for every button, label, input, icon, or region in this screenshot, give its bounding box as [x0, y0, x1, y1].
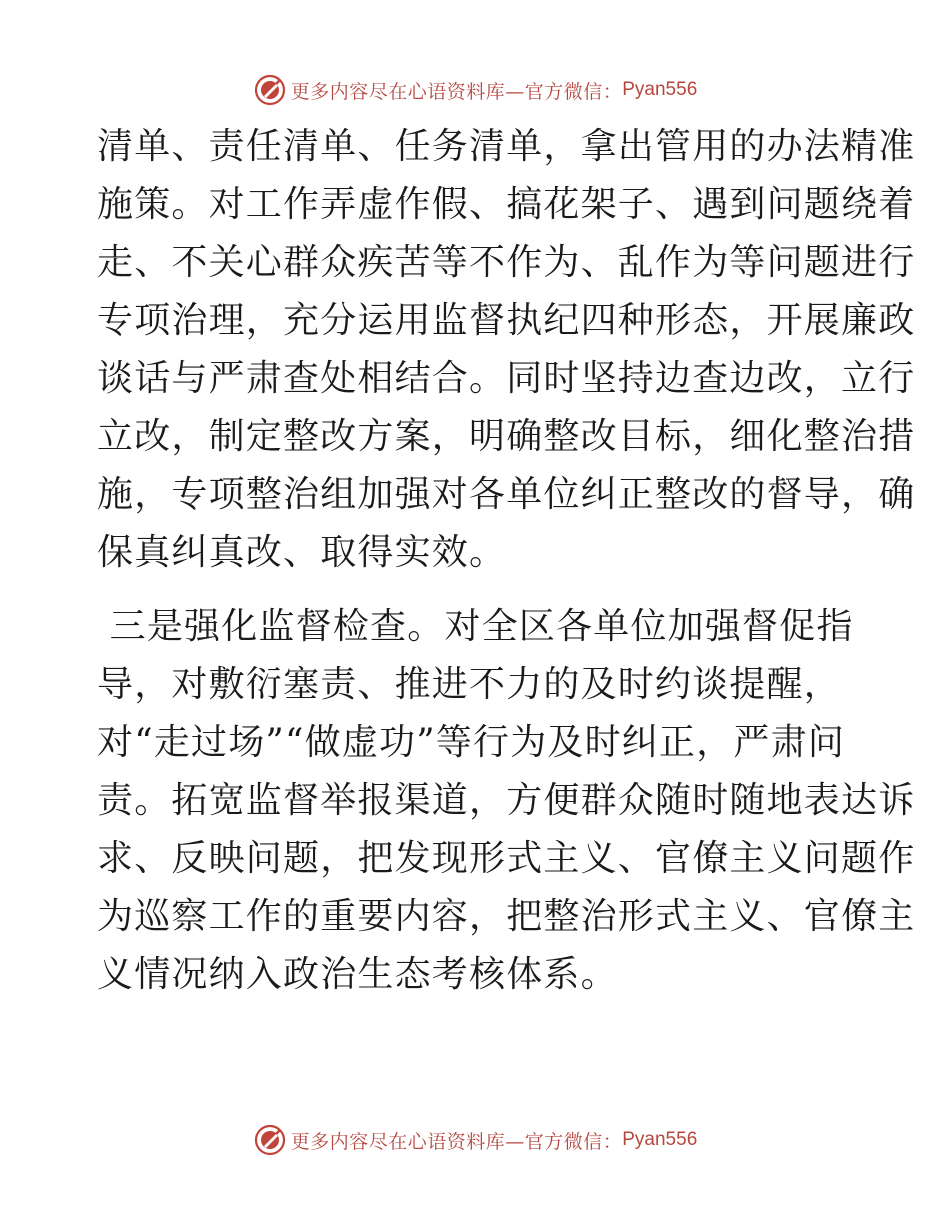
banner-text: 更多内容尽在心语资料库—官方微信： — [290, 80, 623, 103]
paragraph-gap — [97, 582, 857, 598]
pen-logo-icon — [253, 73, 287, 107]
text-line: 清单、责任清单、任务清单，拿出管用的办法精准 — [97, 126, 916, 167]
text-line: 施策。对工作弄虚作假、搞花架子、遇到问题绕着 — [97, 184, 916, 225]
text-line: 走、不关心群众疾苦等不作为、乱作为等问题进行 — [97, 242, 916, 283]
text-line: 责。拓宽监督举报渠道，方便群众随时随地表达诉 — [97, 780, 916, 821]
text-line: 立改，制定整改方案，明确整改目标，细化整治措 — [97, 416, 916, 457]
text-line: 专项治理，充分运用监督执纪四种形态，开展廉政 — [97, 300, 916, 341]
footer-banner — [0, 1120, 950, 1160]
banner-wechat-id: Pyan556 — [622, 79, 698, 100]
pen-logo-icon — [253, 1123, 287, 1157]
text-line: 为巡察工作的重要内容，把整治形式主义、官僚主 — [97, 896, 916, 937]
text-line: 求、反映问题，把发现形式主义、官僚主义问题作 — [97, 838, 916, 879]
text-line: 保真纠真改、取得实效。 — [97, 532, 507, 573]
banner-text: 更多内容尽在心语资料库—官方微信： — [290, 1130, 623, 1153]
text-line: 对“走过场”“做虚功”等行为及时纠正，严肃问 — [97, 722, 846, 763]
text-line: 三是强化监督检查。对全区各单位加强督促指 — [97, 606, 854, 647]
paragraph — [97, 118, 916, 582]
text-line: 谈话与严肃查处相结合。同时坚持边查边改，立行 — [97, 358, 916, 399]
text-line: 导，对敷衍塞责、推进不力的及时约谈提醒， — [97, 664, 842, 705]
header-banner — [0, 70, 950, 110]
banner-wechat-id: Pyan556 — [622, 1129, 698, 1150]
text-line: 施，专项整治组加强对各单位纠正整改的督导，确 — [97, 474, 916, 515]
paragraph — [97, 598, 916, 1004]
text-line: 义情况纳入政治生态考核体系。 — [97, 954, 618, 995]
document-body — [97, 118, 916, 1004]
